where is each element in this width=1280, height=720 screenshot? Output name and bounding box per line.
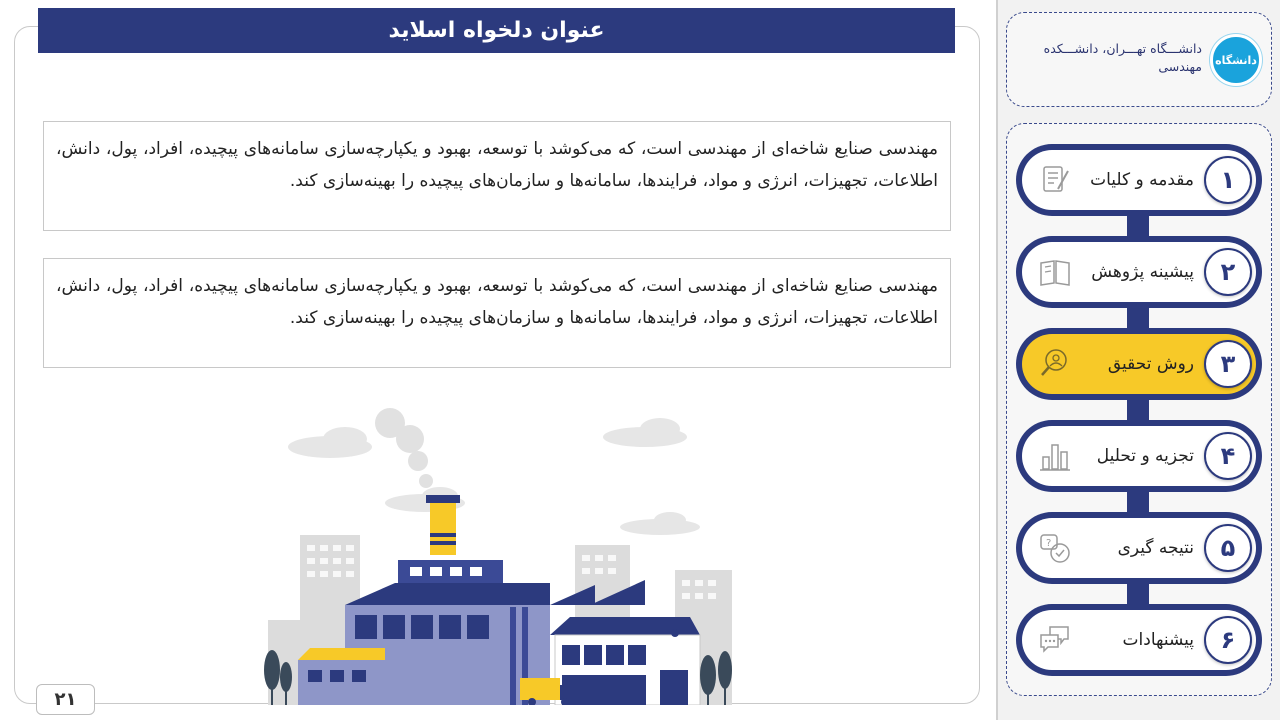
- menu-number: ۱: [1204, 156, 1252, 204]
- menu-number: ۵: [1204, 524, 1252, 572]
- magnifier-person-icon: [1038, 347, 1072, 381]
- menu-item-body: [1022, 518, 1256, 578]
- university-name: دانشـــگاه تهـــران، دانشـــکده مهندسی: [1043, 41, 1202, 74]
- menu-number: ۳: [1204, 340, 1252, 388]
- open-book-icon: [1038, 255, 1072, 289]
- menu-number: ۴: [1204, 432, 1252, 480]
- page-number: ۲۱: [36, 684, 95, 715]
- factory-illustration: [250, 395, 750, 705]
- menu-item-body: [1022, 610, 1256, 670]
- menu-item-literature-review[interactable]: [1016, 236, 1262, 308]
- menu-item-introduction[interactable]: [1016, 144, 1262, 216]
- menu-item-conclusion[interactable]: [1016, 512, 1262, 584]
- menu-number: ۲: [1204, 248, 1252, 296]
- paragraph-box-1: مهندسی صنایع شاخه‌ای از مهندسی است، که می‌کوشد با توسعه، بهبود و یکپارچه‌سازی سامانه‌های پیچیده، افراد، پول، دانش، اطلاعات، تجهیزات، انرژی و مواد، فرایندها، سامانه‌ها و سازمان‌های پیچیده را بهینه‌سازی کند.: [43, 121, 951, 231]
- menu-label: روش تحقیق: [1107, 354, 1194, 374]
- menu-item-body: [1022, 242, 1256, 302]
- svg-text:?: ?: [1046, 538, 1052, 549]
- menu-label: تجزیه و تحلیل: [1096, 446, 1194, 466]
- question-check-icon: [1038, 531, 1072, 565]
- bar-chart-icon: [1038, 439, 1072, 473]
- menu-label: پیشینه پژوهش: [1091, 262, 1194, 282]
- menu-item-body: [1022, 426, 1256, 486]
- university-logo: [1210, 34, 1262, 86]
- menu-item-analysis[interactable]: [1016, 420, 1262, 492]
- chat-bubbles-icon: [1038, 623, 1072, 657]
- logo-text: دانشگاه: [1215, 53, 1257, 67]
- slide-title: عنوان دلخواه اسلاید: [38, 8, 955, 53]
- menu-label: پیشنهادات: [1122, 630, 1194, 650]
- document-pen-icon: [1038, 163, 1072, 197]
- menu-label: مقدمه و کلیات: [1090, 170, 1194, 190]
- menu-number: ۶: [1204, 616, 1252, 664]
- menu-item-body: [1022, 150, 1256, 210]
- menu-item-body: [1022, 334, 1256, 394]
- menu-item-suggestions[interactable]: [1016, 604, 1262, 676]
- menu-item-methodology[interactable]: [1016, 328, 1262, 400]
- paragraph-box-2: مهندسی صنایع شاخه‌ای از مهندسی است، که می‌کوشد با توسعه، بهبود و یکپارچه‌سازی سامانه‌های پیچیده، افراد، پول، دانش، اطلاعات، تجهیزات، انرژی و مواد، فرایندها، سامانه‌ها و سازمان‌های پیچیده را بهینه‌سازی کند.: [43, 258, 951, 368]
- menu-label: نتیجه گیری: [1117, 538, 1194, 558]
